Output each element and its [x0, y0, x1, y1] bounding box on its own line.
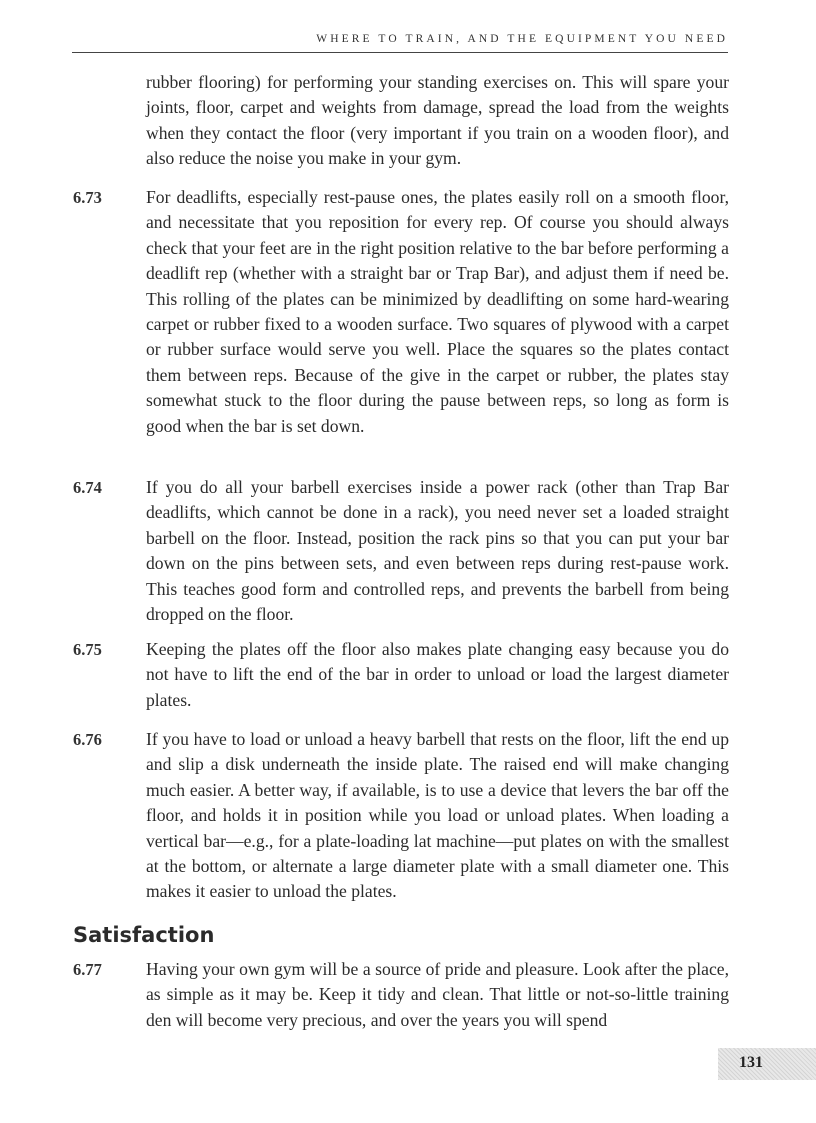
paragraph-6-77: Having your own gym will be a source of pride and pleasure. Look after the place, as simple as it may be. Keep it tidy and clean. That little or not-so-little training den will become very precious, and over the years you will spend	[146, 959, 729, 1030]
running-head: WHERE TO TRAIN, AND THE EQUIPMENT YOU NEED	[316, 33, 728, 45]
page-number: 131	[739, 1054, 763, 1071]
paragraph-number-6-75: 6.75	[73, 640, 102, 659]
header-rule	[72, 52, 728, 53]
paragraph-number-6-77: 6.77	[73, 960, 102, 979]
page-number-tab	[718, 1048, 816, 1080]
paragraph-number-6-73: 6.73	[73, 188, 102, 207]
intro-paragraph: rubber flooring) for performing your standing exercises on. This will spare your joints, floor, carpet and weights from damage, spread the load from the weights when they contact the floor (very important if you train on a wooden floor), and also reduce the noise you make in your gym.	[146, 72, 729, 169]
paragraph-6-74: If you do all your barbell exercises inside a power rack (other than Trap Bar deadlifts, which cannot be done in a rack), you need never set a loaded straight barbell on the floor. Instead, position the rack pins so that you can put your bar down on the pins between sets, and even between reps during rest-pause work. This teaches good form and controlled reps, and prevents the barbell from being dropped on the floor.	[146, 477, 729, 625]
paragraph-6-76: If you have to load or unload a heavy barbell that rests on the floor, lift the end up and slip a disk underneath the inside plate. The raised end will make changing much easier. A better way, if available, is to use a device that levers the bar off the floor, and holds it in position while you load or unload plates. When loading a vertical bar—e.g., for a plate-loading lat machine—put plates on with the smallest at the bottom, or alternate a large diameter plate with a small diameter one. This makes it easier to unload the plates.	[146, 729, 729, 902]
paragraph-number-6-76: 6.76	[73, 730, 102, 749]
paragraph-6-73: For deadlifts, especially rest-pause ones, the plates easily roll on a smooth floor, and necessitate that you reposition for every rep. Of course you should always check that your feet are in the right position relative to the bar before performing a deadlift rep (whether with a straight bar or Trap Bar), and adjust them if need be. This rolling of the plates can be minimized by deadlifting on some hard-wearing carpet or rubber fixed to a wooden surface. Two squares of plywood with a carpet or rubber surface would serve you well. Place the squares so the plates contact them between reps. Because of the give in the carpet or rubber, the plates stay somewhat stuck to the floor during the pause between reps, so long as form is good when the bar is set down.	[146, 187, 729, 436]
paragraph-number-6-74: 6.74	[73, 478, 102, 497]
paragraph-6-75: Keeping the plates off the floor also makes plate changing easy because you do not have to lift the end of the bar in order to unload or load the largest diameter plates.	[146, 639, 729, 710]
section-title: Satisfaction	[73, 923, 215, 947]
